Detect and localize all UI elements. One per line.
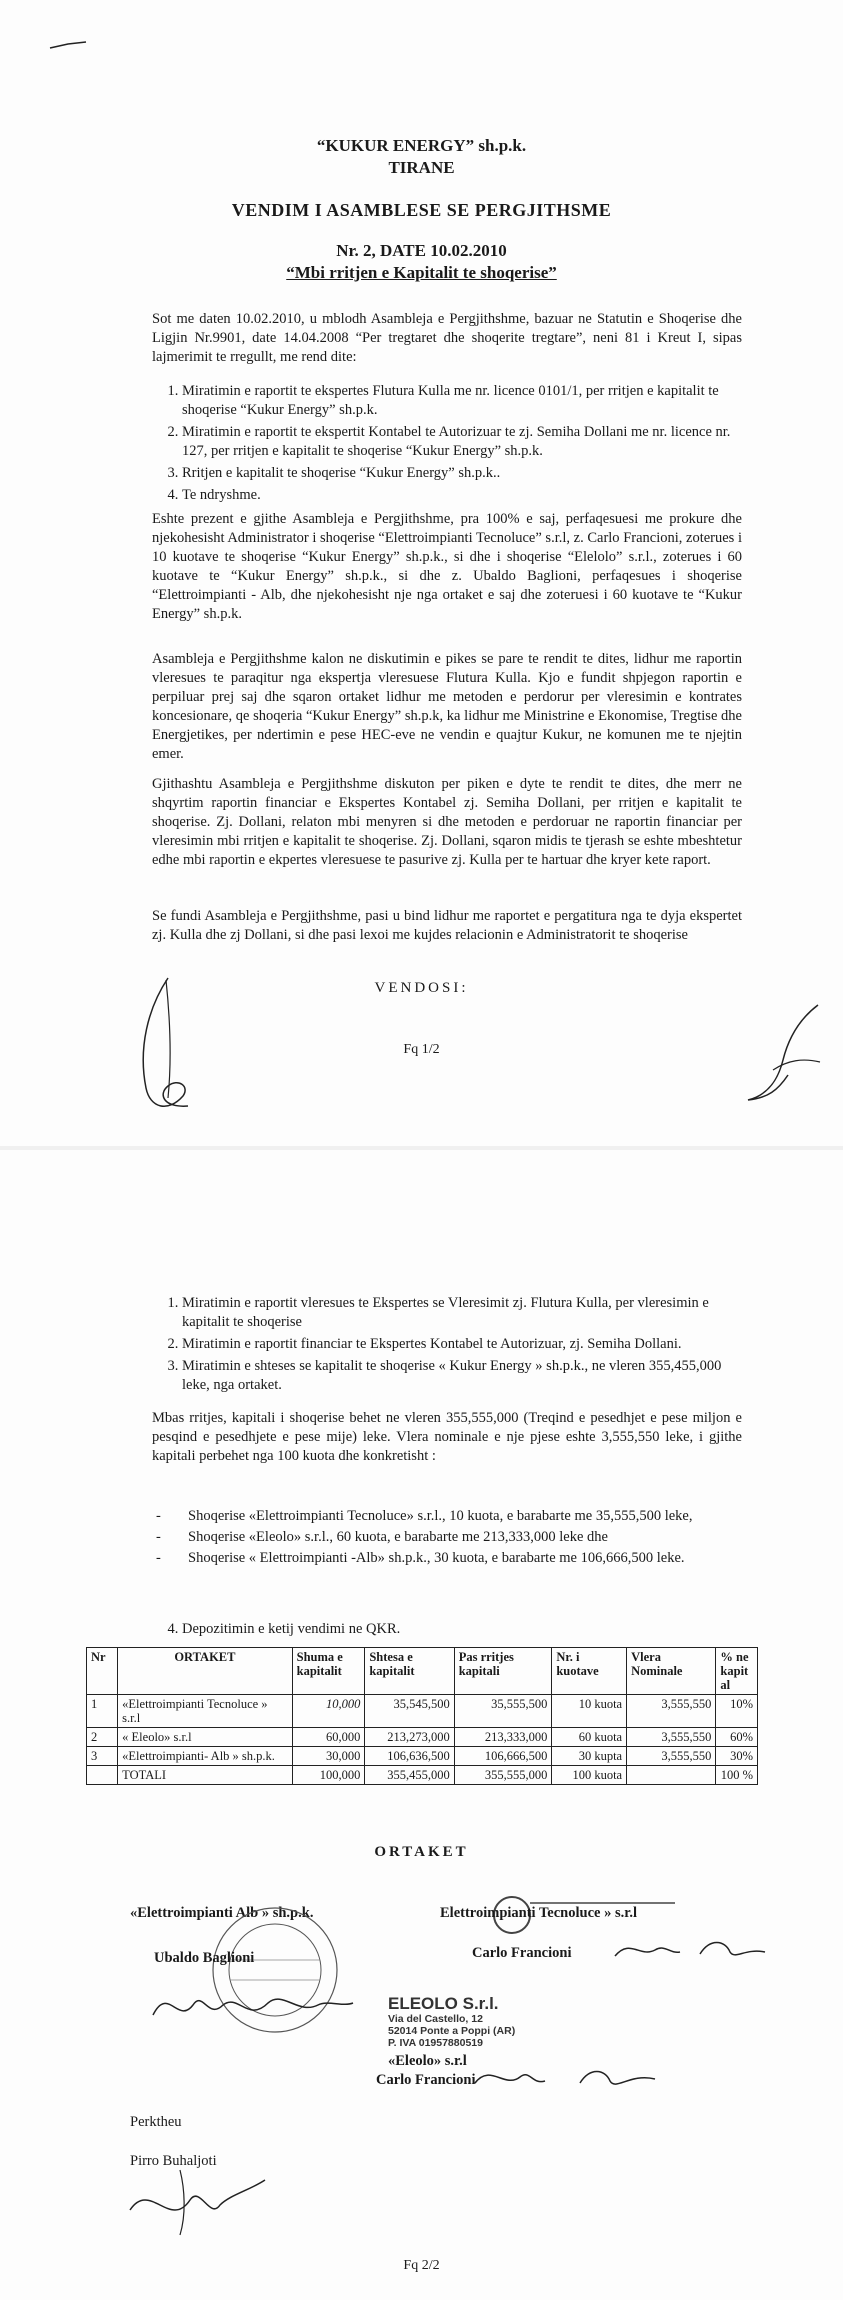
cell-addition: 35,545,500 bbox=[365, 1695, 454, 1728]
cell-after: 213,333,000 bbox=[454, 1728, 552, 1747]
table-row bbox=[87, 1728, 758, 1747]
cell-after: 106,666,500 bbox=[454, 1747, 552, 1766]
cell-partner: « Eleolo» s.r.l bbox=[118, 1728, 293, 1747]
shareholder-item: - Shoqerise «Elettroimpianti Tecnoluce» s.r.l., 10 kuota, e barabarte me 35,555,500 leke, bbox=[152, 1507, 742, 1526]
cell-quotas: 60 kuota bbox=[552, 1728, 627, 1747]
table-total-row bbox=[87, 1766, 758, 1785]
party-tecnoluce-name: Elettroimpianti Tecnoluce » s.r.l bbox=[440, 1905, 637, 1921]
cell-quotas: 30 kupta bbox=[552, 1747, 627, 1766]
eleolo-stamp bbox=[388, 1995, 515, 2049]
shareholder-list bbox=[152, 1507, 742, 1570]
cell-partner: «Elettroimpianti Tecnoluce » s.r.l bbox=[118, 1695, 293, 1728]
signature-baglioni-icon bbox=[148, 1975, 358, 2035]
decision-item: 4. Depozitimin e ketij vendimi ne QKR. bbox=[182, 1620, 742, 1639]
cell-partner: TOTALI bbox=[118, 1766, 293, 1785]
shareholder-item: - Shoqerise « Elettroimpianti -Alb» sh.p.k., 30 kuota, e barabarte me 106,666,500 leke. bbox=[152, 1549, 742, 1568]
cell-percent: 60% bbox=[716, 1728, 758, 1747]
agenda-item: 2. Miratimin e raportit te ekspertit Kontabel te Autorizuar te zj. Semiha Dollani me nr. licence nr. 127, per rritjen e kapitalit te shoqerise “Kukur Energy” sh.p.k. bbox=[182, 423, 742, 461]
cell-after: 355,555,000 bbox=[454, 1766, 552, 1785]
table-row bbox=[87, 1747, 758, 1766]
cell-nominal: 3,555,550 bbox=[627, 1728, 716, 1747]
eleolo-stamp-address: Via del Castello, 12 bbox=[388, 2013, 483, 2025]
cell-nr: 3 bbox=[87, 1747, 118, 1766]
cell-nr: 1 bbox=[87, 1695, 118, 1728]
shareholder-item: - Shoqerise «Eleolo» s.r.l., 60 kuota, e barabarte me 213,333,000 leke dhe bbox=[152, 1528, 742, 1547]
party-eleolo-person: Carlo Francioni bbox=[376, 2072, 476, 2088]
signature-eleolo-icon bbox=[470, 2055, 660, 2100]
agenda-item: 4. Te ndryshme. bbox=[182, 486, 742, 505]
cell-capital: 30,000 bbox=[292, 1747, 365, 1766]
cell-nr bbox=[87, 1766, 118, 1785]
pen-mark-icon bbox=[48, 40, 88, 50]
second-point-paragraph: Gjithashtu Asambleja e Pergjithshme diskuton per piken e dyte te rendit te dites, dhe merr ne shqyrtim raportin financiar e Ekspertes Kontabel zj. Semiha Dollani, per rritjen e kapitalit te shoqerise. Zj. Dollani, relaton mbi menyren si dhe metoden e perdoruar ne raportin financiar per vleresimin mbi rritjen e kapitalit te shoqerise. Zj. Dollani, sqaron midis te tjerash se eshte mbeshtetur edhe mbi raportin e ekpertes vleresuese te pasurive zj. Kulla per te hartuar dhe kryer kete raport. bbox=[152, 776, 742, 868]
eleolo-stamp-city: 52014 Ponte a Poppi (AR) bbox=[388, 2025, 516, 2037]
decision-item: 1. Miratimin e raportit vleresues te Ekspertes se Vleresimit zj. Flutura Kulla, per vleresimin e kapitalit te shoqerise bbox=[182, 1294, 742, 1332]
translator-label: Perktheu bbox=[130, 2114, 182, 2130]
cell-nominal: 3,555,550 bbox=[627, 1747, 716, 1766]
cell-addition: 355,455,000 bbox=[365, 1766, 454, 1785]
cell-nominal bbox=[627, 1766, 716, 1785]
column-header: Vlera Nominale bbox=[627, 1648, 716, 1695]
attendance-paragraph: Eshte prezent e gjithe Asambleja e Pergjithshme, pra 100% e saj, perfaqesuesi me prokure dhe njekohesisht Administrator i shoqerise “Elettroimpianti Tecnoluce” s.r.l, z. Carlo Francioni, zoterues i 10 kuotave te shoqerise “Kukur Energy” sh.p.k., si dhe i shoqerise “Elelolo” s.r.l., zoterues i 60 kuotave te “Kukur Energy” sh.p.k., si dhe z. Ubaldo Baglioni, perfaqesues i shoqerise “Elettroimpianti - Alb, dhe njekohesisht nje nga ortaket e saj dhe zoteruesi i 60 kuotave te “Kukur Energy” sh.p.k. bbox=[152, 511, 742, 622]
agenda-item: 3. Rritjen e kapitalit te shoqerise “Kukur Energy” sh.p.k.. bbox=[182, 464, 742, 483]
cell-capital: 60,000 bbox=[292, 1728, 365, 1747]
decided-heading: VENDOSI: bbox=[374, 980, 469, 996]
decision-list-continued bbox=[152, 1620, 742, 1639]
cell-percent: 10% bbox=[716, 1695, 758, 1728]
column-header: Nr. i kuotave bbox=[552, 1648, 627, 1695]
first-point-paragraph: Asambleja e Pergjithshme kalon ne diskutimin e pikes se pare te rendit te dites, lidhur me raportin vleresues te paraqitur nga ekspertja vleresuese Flutura Kulla. Kjo e fundit shpjegon raportin e perpiluar prej saj dhe sqaron ortaket lidhur me metoden e perdorur per vleresimin e kontrates koncesionare, qe shoqeria “Kukur Energy” sh.p.k, ka lidhur me Ministrine e Ekonomise, Tregtise dhe Energjetikes, per ndertimin e pese HEC-eve ne vendin e quajtur Kukur, ne komunen me te njejtin emer. bbox=[152, 651, 742, 762]
decision-list bbox=[152, 1294, 742, 1398]
party-tecnoluce-person: Carlo Francioni bbox=[472, 1945, 572, 1961]
document-page-1 bbox=[0, 0, 843, 1146]
company-name: “KUKUR ENERGY” sh.p.k. bbox=[316, 136, 527, 155]
agenda-item: 1. Miratimin e raportit te ekspertes Flutura Kulla me nr. licence 0101/1, per rritjen e kapitalit te shoqerise “Kukur Energy” sh.p.k. bbox=[182, 382, 742, 420]
party-alb-name: «Elettroimpianti Alb » sh.p.k. bbox=[130, 1905, 314, 1921]
column-header: Shuma e kapitalit bbox=[292, 1648, 365, 1695]
signature-francioni-icon bbox=[610, 1928, 770, 1968]
final-paragraph: Se fundi Asambleja e Pergjithshme, pasi u bind lidhur me raportet e pergatitura nga te dyja ekspertet zj. Kulla dhe zj Dollani, si dhe pasi lexoi me kujdes relacionin e Administratorit te shoqerise bbox=[152, 908, 742, 943]
decision-item: 2. Miratimin e raportit financiar te Ekspertes Kontabel te Autorizuar, zj. Semiha Dollani. bbox=[182, 1335, 742, 1354]
cell-capital: 100,000 bbox=[292, 1766, 365, 1785]
intro-paragraph: Sot me daten 10.02.2010, u mblodh Asambleja e Pergjithshme, bazuar ne Statutin e Shoqerise dhe Ligjin Nr.9901, date 14.04.2008 “Per tregtaret dhe shoqerite tregtare”, neni 81 i Kreut I, sipas lajmerimit te rregullt, me rend dite: bbox=[152, 311, 742, 365]
cell-quotas: 10 kuota bbox=[552, 1695, 627, 1728]
column-header: % ne kapit al bbox=[716, 1648, 758, 1695]
cell-quotas: 100 kuota bbox=[552, 1766, 627, 1785]
cell-addition: 213,273,000 bbox=[365, 1728, 454, 1747]
party-alb-person: Ubaldo Baglioni bbox=[154, 1950, 255, 1966]
cell-percent: 30% bbox=[716, 1747, 758, 1766]
cell-after: 35,555,500 bbox=[454, 1695, 552, 1728]
document-page-2 bbox=[0, 1150, 843, 2300]
cell-percent: 100 % bbox=[716, 1766, 758, 1785]
decision-subject: “Mbi rritjen e Kapitalit te shoqerise” bbox=[286, 263, 557, 282]
party-eleolo-name: «Eleolo» s.r.l bbox=[388, 2053, 467, 2069]
eleolo-stamp-name: ELEOLO S.r.l. bbox=[388, 1994, 499, 2013]
capital-after-paragraph: Mbas rritjes, kapitali i shoqerise behet ne vleren 355,555,000 (Treqind e pesedhjet e pese miljon e pesqind e pesedhjete e pese mije) leke. Vlera nominale e nje pjese eshte 3,555,550 leke, i gjithe kapitali perbehet nga 100 kuota dhe konkretisht : bbox=[152, 1410, 742, 1464]
decision-title: VENDIM I ASAMBLESE SE PERGJITHSME bbox=[231, 200, 612, 220]
table-row bbox=[87, 1695, 758, 1728]
translator-name: Pirro Buhaljoti bbox=[130, 2153, 217, 2169]
signature-translator-icon bbox=[120, 2160, 270, 2240]
page-number: Fq 2/2 bbox=[403, 2258, 440, 2273]
eleolo-stamp-vat: P. IVA 01957880519 bbox=[388, 2037, 483, 2049]
decision-item: 3. Miratimin e shteses se kapitalit te shoqerise « Kukur Energy » sh.p.k., ne vleren 355,455,000 leke, nga ortaket. bbox=[182, 1357, 742, 1395]
partners-heading: ORTAKET bbox=[374, 1844, 469, 1860]
company-city: TIRANE bbox=[388, 158, 455, 177]
cell-capital: 10,000 bbox=[292, 1695, 365, 1728]
cell-nominal: 3,555,550 bbox=[627, 1695, 716, 1728]
decision-number-date: Nr. 2, DATE 10.02.2010 bbox=[336, 241, 507, 260]
column-header: Pas rritjes kapitali bbox=[454, 1648, 552, 1695]
column-header: Nr bbox=[87, 1648, 118, 1695]
column-header: ORTAKET bbox=[118, 1648, 293, 1695]
agenda-list bbox=[152, 382, 742, 508]
cell-partner: «Elettroimpianti- Alb » sh.p.k. bbox=[118, 1747, 293, 1766]
column-header: Shtesa e kapitalit bbox=[365, 1648, 454, 1695]
cell-nr: 2 bbox=[87, 1728, 118, 1747]
page-number: Fq 1/2 bbox=[403, 1042, 440, 1057]
shareholders-table bbox=[86, 1647, 758, 1785]
cell-addition: 106,636,500 bbox=[365, 1747, 454, 1766]
table-header-row bbox=[87, 1648, 758, 1695]
